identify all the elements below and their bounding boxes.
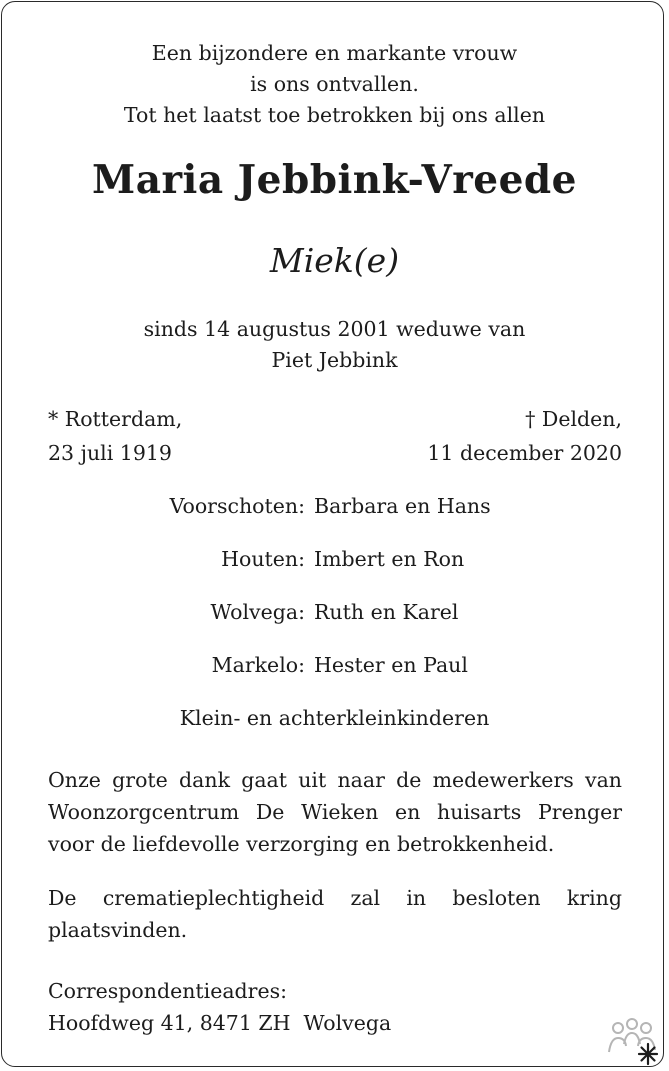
intro-text xyxy=(0,38,669,131)
correspondence-address xyxy=(48,975,391,1039)
intro-line: is ons ontvallen. xyxy=(250,72,419,96)
family-row xyxy=(0,653,669,687)
cremation-paragraph: De crematieplechtigheid zal in besloten kring plaatsvinden. xyxy=(48,886,622,942)
family-row xyxy=(0,547,669,581)
death-info xyxy=(427,402,622,470)
family-place: Wolvega: xyxy=(210,600,305,624)
birth-info xyxy=(48,402,182,470)
widow-line: sinds 14 augustus 2001 weduwe van xyxy=(143,317,526,341)
thanks-paragraph: Onze grote dank gaat uit naar de medewerkers van Woonzorgcentrum De Wieken en huisarts Prenger voor de liefdevolle verzorging en betrokkenheid. xyxy=(48,768,622,856)
grandchildren: Klein- en achterkleinkinderen xyxy=(179,706,490,730)
family-place: Markelo: xyxy=(211,653,305,677)
family-row xyxy=(0,494,669,528)
death-place: † Delden, xyxy=(525,407,622,431)
family-names: Imbert en Ron xyxy=(314,547,465,571)
family-logo-icon xyxy=(604,1014,662,1066)
family-place: Houten: xyxy=(221,547,305,571)
family-names: Ruth en Karel xyxy=(314,600,459,624)
intro-line: Een bijzondere en markante vrouw xyxy=(151,41,518,65)
intro-line: Tot het laatst toe betrokken bij ons allen xyxy=(123,103,546,127)
deceased-name: Maria Jebbink-Vreede xyxy=(92,157,577,203)
address-label: Correspondentieadres: xyxy=(48,979,288,1003)
family-row xyxy=(0,600,669,634)
family-names: Barbara en Hans xyxy=(314,494,491,518)
address-line: Hoofdweg 41, 8471 ZH Wolvega xyxy=(48,1011,392,1035)
family-place: Voorschoten: xyxy=(169,494,305,518)
family-names: Hester en Paul xyxy=(314,653,468,677)
nickname: Miek(e) xyxy=(269,241,400,280)
widow-line: Piet Jebbink xyxy=(271,348,398,372)
birth-place: * Rotterdam, xyxy=(48,407,183,431)
widow-text xyxy=(0,314,669,376)
birth-date: 23 juli 1919 xyxy=(48,441,172,465)
death-date: 11 december 2020 xyxy=(427,441,622,465)
